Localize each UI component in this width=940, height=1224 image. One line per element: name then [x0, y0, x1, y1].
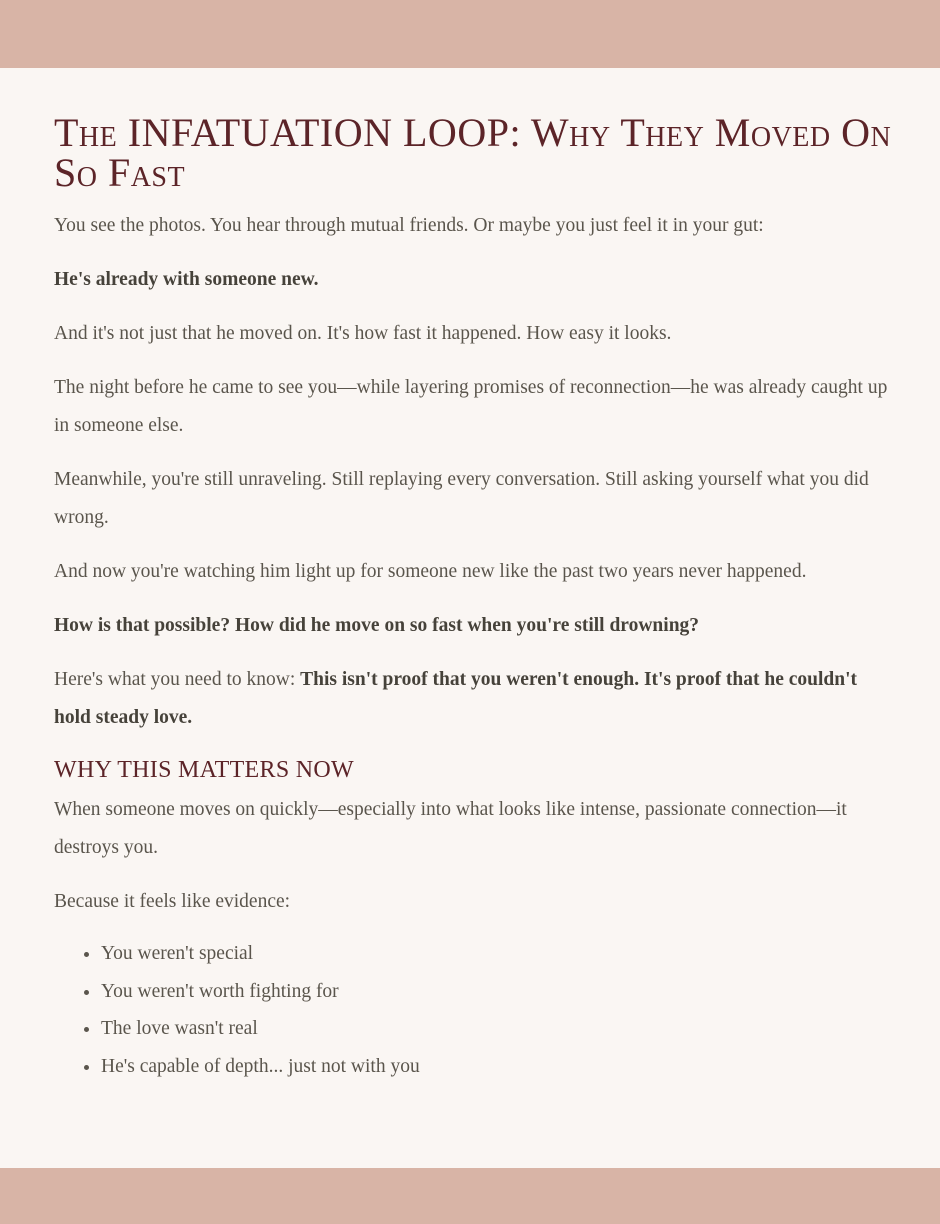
body-paragraph: Meanwhile, you're still unraveling. Still replaying every conversation. Still asking yourself what you did wrong.: [54, 469, 869, 528]
list-item: • The love wasn't real: [101, 1010, 894, 1048]
intro-paragraph: You see the photos. You hear through mutual friends. Or maybe you just feel it in your gut:: [54, 215, 764, 236]
list-item: • You weren't special: [101, 935, 894, 973]
body-paragraph: And now you're watching him light up for someone new like the past two years never happened.: [54, 561, 807, 582]
evidence-list: [54, 935, 894, 1085]
header-band: [0, 0, 940, 68]
question-paragraph: How is that possible? How did he move on so fast when you're still drowning?: [54, 615, 700, 636]
footer-band: [0, 1168, 940, 1224]
key-point-bold: This isn't proof that you weren't enough. It's proof that he couldn't hold steady love.: [54, 669, 858, 728]
list-item: • He's capable of depth... just not with you: [101, 1048, 894, 1086]
key-point-paragraph: [54, 661, 894, 737]
body-paragraph: And it's not just that he moved on. It's how fast it happened. How easy it looks.: [54, 323, 672, 344]
key-point-lead: Here's what you need to know:: [54, 669, 301, 690]
section-paragraph: When someone moves on quickly—especially into what looks like intense, passionate connection—it destroys you.: [54, 799, 847, 858]
body-paragraph: The night before he came to see you—while layering promises of reconnection—he was already caught up in someone else.: [54, 377, 888, 436]
emphasis-paragraph: He's already with someone new.: [54, 269, 319, 290]
section-heading: WHY THIS MATTERS NOW: [54, 757, 354, 783]
article: [54, 110, 894, 1085]
article-title: The INFATUATION LOOP: Why They Moved On So Fast: [54, 110, 892, 195]
section-paragraph: Because it feels like evidence:: [54, 891, 291, 912]
list-item: • You weren't worth fighting for: [101, 973, 894, 1011]
